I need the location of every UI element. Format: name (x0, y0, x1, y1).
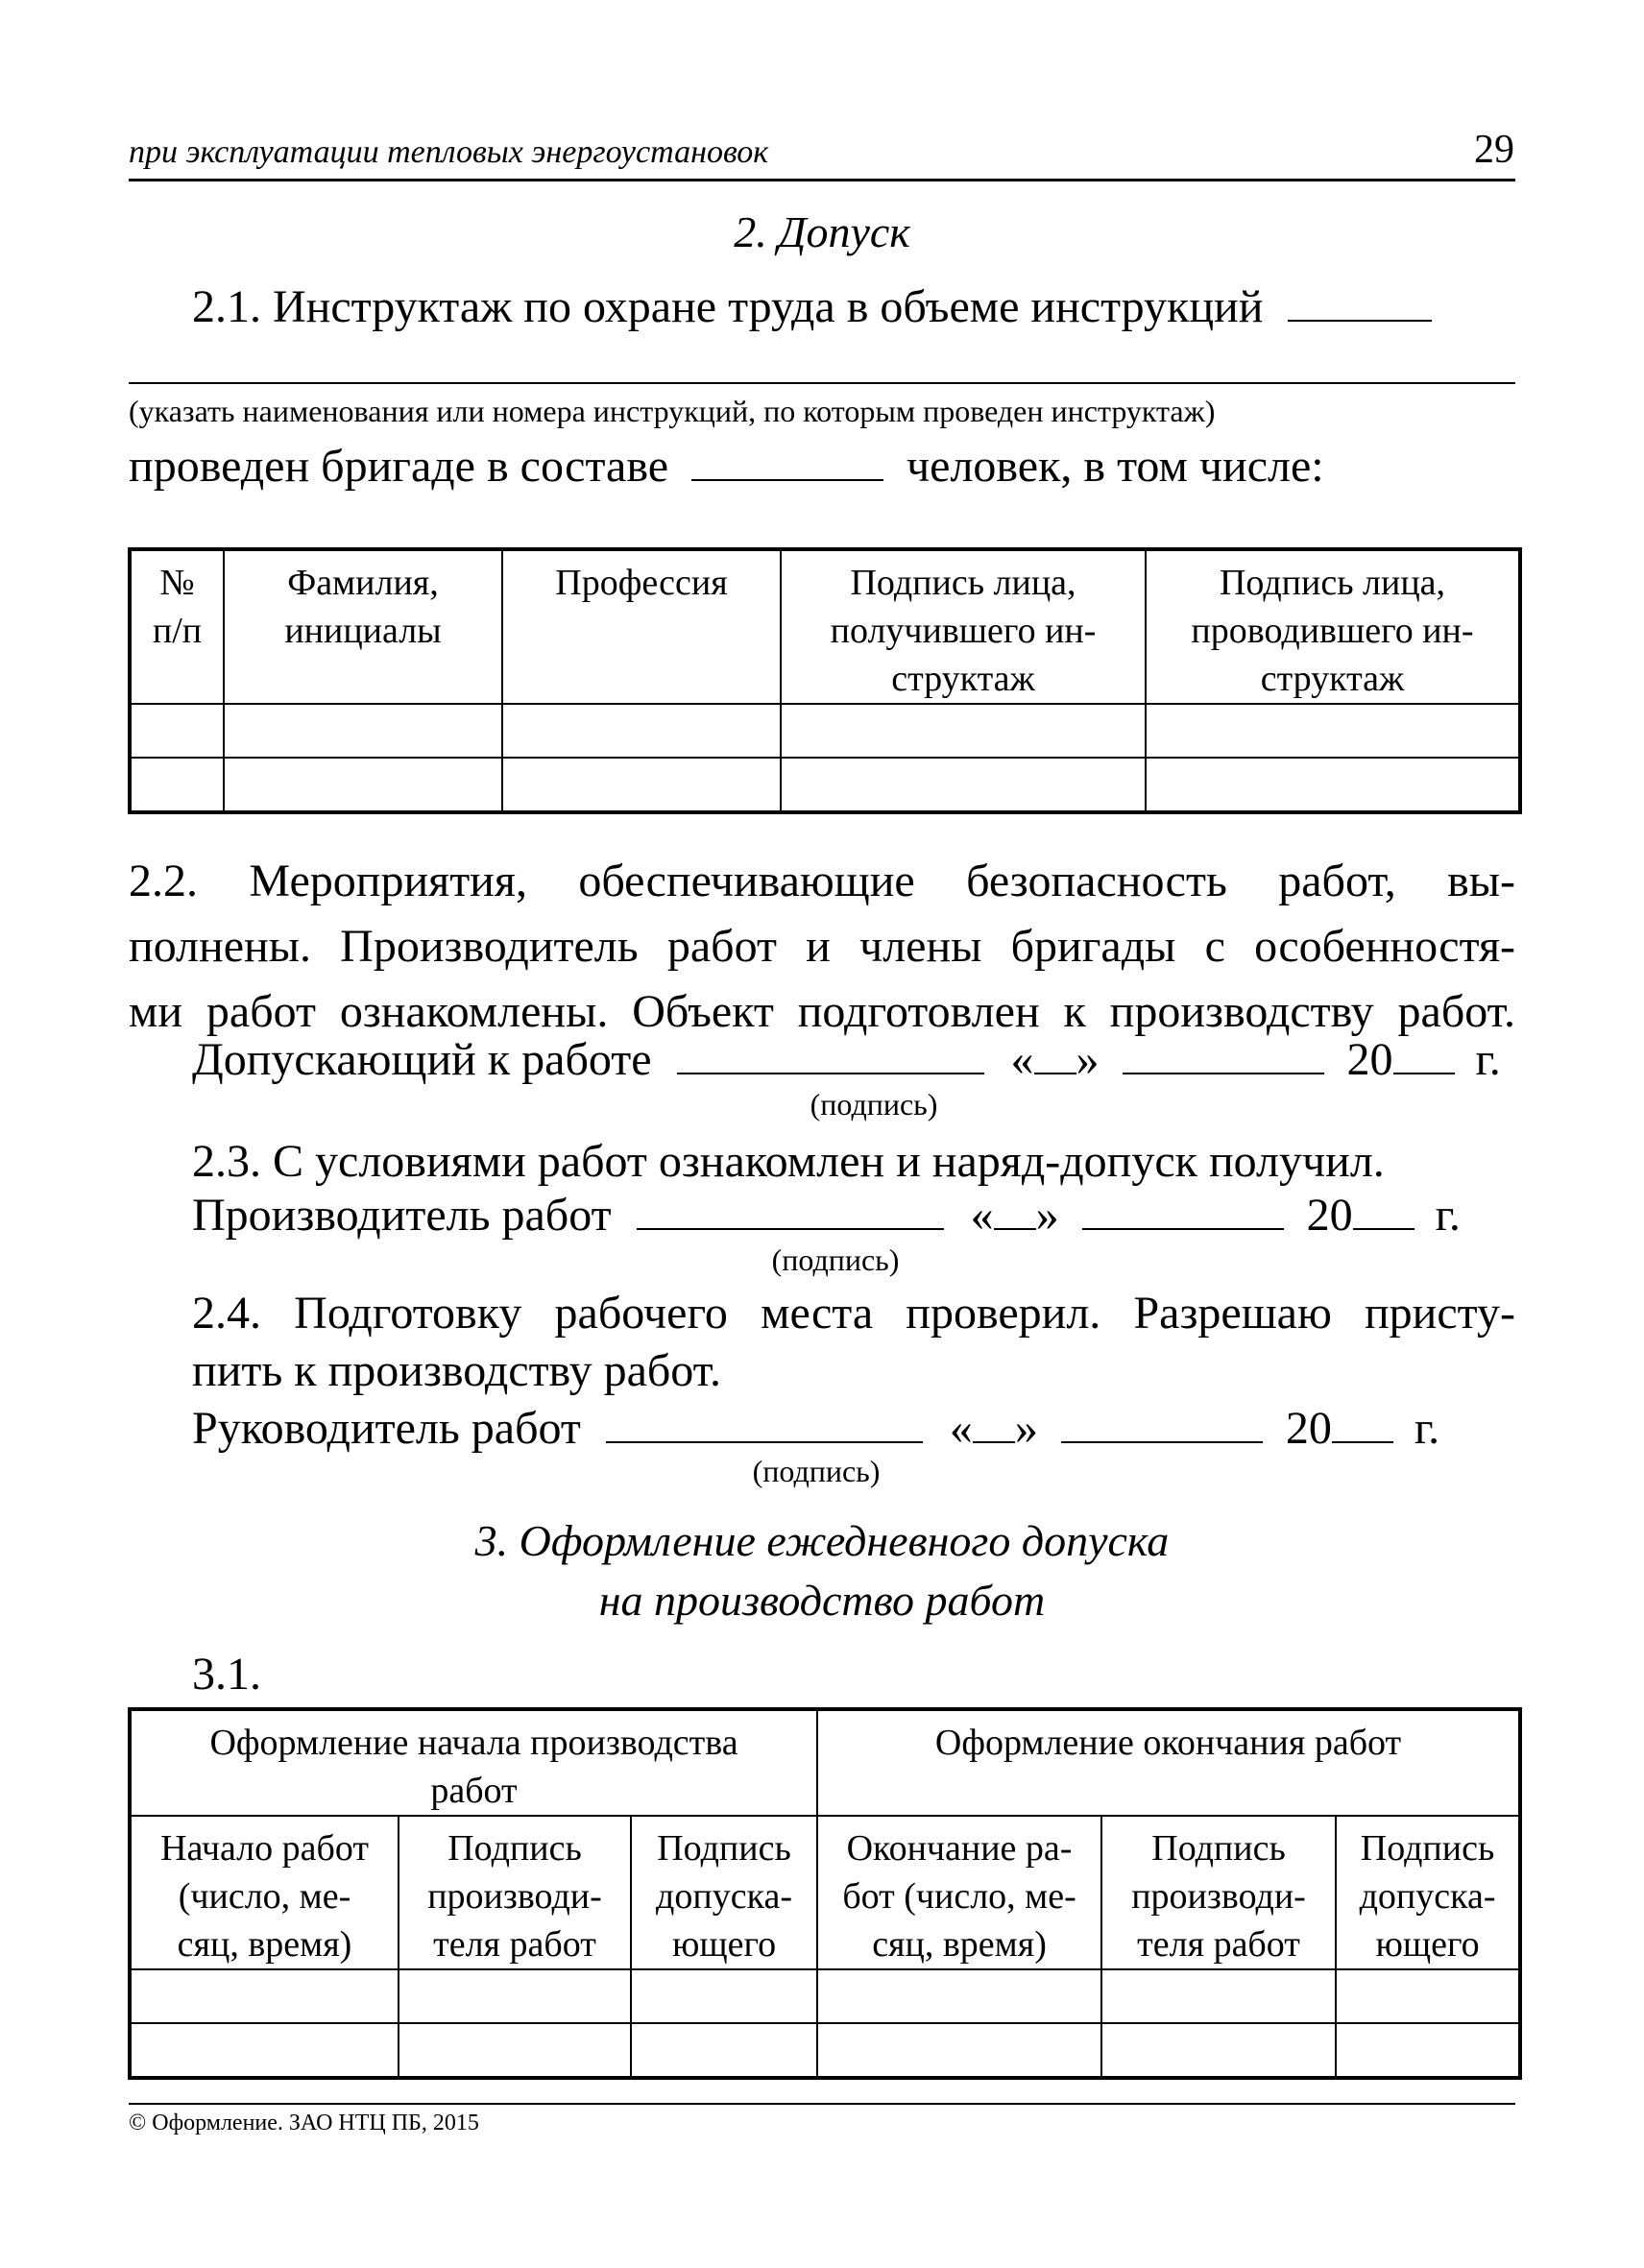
producer-label: Производитель работ (192, 1190, 612, 1241)
instructions-blank[interactable] (1288, 285, 1432, 322)
year-prefix: 20 (1346, 1034, 1393, 1085)
header-text: п/п (152, 611, 203, 651)
producer-signature-line (192, 1189, 1461, 1242)
admitter-label: Допускающий к работе (192, 1034, 652, 1085)
table-cell[interactable] (399, 2023, 631, 2078)
instructions-blank-line[interactable] (129, 382, 1515, 384)
header-cell-end-date (817, 1816, 1101, 1969)
table-cell[interactable] (224, 758, 502, 812)
paragraph-2-2-line-2: полнены. Производитель работ и члены бригады с особенностя- (129, 921, 1515, 972)
running-title: при эксплуатации тепловых энергоустановок (129, 134, 769, 170)
team-size-text-a: проведен бригаде в составе (129, 441, 669, 492)
team-size-text-b: человек, в том числе: (907, 441, 1324, 492)
header-text: Оформление окончания работ (934, 1723, 1402, 1763)
year-suffix: г. (1475, 1034, 1501, 1085)
header-text: инициалы (284, 611, 442, 651)
header-text: структаж (891, 659, 1035, 699)
briefing-table-header-row (130, 549, 1520, 704)
header-text: теля работ (433, 1924, 596, 1965)
briefing-table (128, 547, 1522, 814)
table-cell[interactable] (1336, 1969, 1520, 2023)
header-text: Фамилия, (287, 563, 439, 603)
paragraph-2-3: 2.3. С условиями работ ознакомлен и наряд-допуск получил. (192, 1136, 1385, 1187)
header-text: ющего (1375, 1924, 1480, 1965)
daily-admission-table (128, 1707, 1522, 2080)
table-cell[interactable] (781, 704, 1146, 758)
year-blank[interactable] (1332, 1407, 1393, 1443)
table-cell[interactable] (502, 758, 781, 812)
header-cell-instructor-signature (1146, 549, 1520, 704)
header-text: ющего (671, 1924, 777, 1965)
paragraph-2-1 (192, 280, 1432, 333)
header-rule (129, 179, 1515, 181)
table-row (130, 704, 1520, 758)
paragraph-2-2-line-3: ми работ ознакомлены. Объект подготовлен к производству работ. (129, 986, 1515, 1037)
header-text: теля работ (1137, 1924, 1300, 1965)
header-text: Начало работ (160, 1828, 369, 1869)
table-row (130, 2023, 1520, 2078)
paragraph-2-2-line-1: 2.2. Мероприятия, обеспечивающие безопасность работ, вы- (129, 856, 1515, 906)
header-text: производи- (1131, 1876, 1306, 1917)
header-text: проводившего ин- (1191, 611, 1474, 651)
admitter-signature-line (192, 1033, 1501, 1086)
header-cell-start-date (130, 1816, 399, 1969)
footer-copyright: © Оформление. ЗАО НТЦ ПБ, 2015 (129, 2111, 479, 2135)
header-text: работ (430, 1771, 518, 1811)
quote-open: « (1010, 1034, 1034, 1085)
day-blank[interactable] (1034, 1038, 1076, 1074)
year-blank[interactable] (1353, 1194, 1414, 1230)
table-cell[interactable] (130, 2023, 399, 2078)
table-cell[interactable] (130, 704, 224, 758)
table-cell[interactable] (502, 704, 781, 758)
header-text: допуска- (656, 1876, 792, 1917)
paragraph-2-4-line-1: 2.4. Подготовку рабочего места проверил. Разрешаю присту- (192, 1288, 1515, 1339)
group-header-end (817, 1709, 1520, 1816)
header-cell-name (224, 549, 502, 704)
table-cell[interactable] (631, 2023, 817, 2078)
table-cell[interactable] (399, 1969, 631, 2023)
year-suffix: г. (1435, 1190, 1461, 1241)
instructions-hint: (указать наименования или номера инструкций, по которым проведен инструктаж) (129, 394, 1216, 428)
header-cell-number (130, 549, 224, 704)
section-2-title: 2. Допуск (734, 207, 910, 256)
table-cell[interactable] (224, 704, 502, 758)
group-header-start (130, 1709, 817, 1816)
signature-caption: (подпись) (771, 1243, 900, 1277)
paragraph-2-1-text: 2.1. Инструктаж по охране труда в объеме инструкций (192, 281, 1264, 332)
table-cell[interactable] (781, 758, 1146, 812)
header-text: сяц, время) (177, 1924, 352, 1965)
table-cell[interactable] (130, 758, 224, 812)
header-text: Подпись (1151, 1828, 1286, 1869)
header-text: № (159, 563, 195, 603)
signature-caption: (подпись) (810, 1087, 938, 1122)
quote-open: « (949, 1403, 973, 1454)
header-cell-profession (502, 549, 781, 704)
header-cell-end-producer-signature (1101, 1816, 1336, 1969)
day-blank[interactable] (973, 1407, 1015, 1443)
table-row (130, 758, 1520, 812)
quote-close: » (1014, 1403, 1038, 1454)
table-cell[interactable] (817, 2023, 1101, 2078)
header-text: Подпись (447, 1828, 582, 1869)
supervisor-signature-blank[interactable] (606, 1407, 923, 1443)
header-text: Подпись (657, 1828, 791, 1869)
section-3-title-line-1: 3. Оформление ежедневного допуска (474, 1516, 1170, 1565)
quote-close: » (1035, 1190, 1059, 1241)
header-text: сяц, время) (872, 1924, 1047, 1965)
section-3-title-line-2: на производство работ (598, 1576, 1046, 1625)
header-text: Подпись лица, (1219, 563, 1446, 603)
month-blank[interactable] (1061, 1407, 1263, 1443)
daily-table-header-row (130, 1816, 1520, 1969)
table-cell[interactable] (1101, 1969, 1336, 2023)
header-text: бот (число, ме- (842, 1876, 1076, 1917)
table-cell[interactable] (1336, 2023, 1520, 2078)
header-cell-start-producer-signature (399, 1816, 631, 1969)
supervisor-signature-line (192, 1402, 1439, 1455)
producer-signature-blank[interactable] (637, 1194, 944, 1230)
table-cell[interactable] (1146, 704, 1520, 758)
year-prefix: 20 (1285, 1403, 1332, 1454)
header-text: получившего ин- (830, 611, 1097, 651)
month-blank[interactable] (1082, 1194, 1284, 1230)
header-text: Оформление начала производства (209, 1723, 738, 1763)
header-text: структаж (1260, 659, 1405, 699)
header-text: Окончание ра- (846, 1828, 1073, 1869)
table-row (130, 1969, 1520, 2023)
team-size-blank[interactable] (691, 445, 883, 481)
footer-rule (129, 2103, 1515, 2105)
header-cell-receiver-signature (781, 549, 1146, 704)
header-cell-end-admitter-signature (1336, 1816, 1520, 1969)
header-text: допуска- (1359, 1876, 1496, 1917)
table-cell[interactable] (1101, 2023, 1336, 2078)
header-text: (число, ме- (178, 1876, 351, 1917)
year-suffix: г. (1414, 1403, 1440, 1454)
day-blank[interactable] (994, 1194, 1036, 1230)
paragraph-3-1: 3.1. (192, 1649, 261, 1700)
table-cell[interactable] (130, 1969, 399, 2023)
signature-caption: (подпись) (752, 1454, 881, 1488)
header-cell-start-admitter-signature (631, 1816, 817, 1969)
header-text: Подпись лица, (850, 563, 1076, 603)
header-text: производи- (427, 1876, 602, 1917)
paragraph-2-4-line-2: пить к производству работ. (192, 1345, 722, 1396)
month-blank[interactable] (1123, 1038, 1324, 1074)
table-cell[interactable] (631, 1969, 817, 2023)
year-blank[interactable] (1393, 1038, 1455, 1074)
table-cell[interactable] (817, 1969, 1101, 2023)
daily-table-group-header-row (130, 1709, 1520, 1816)
supervisor-label: Руководитель работ (192, 1403, 581, 1454)
header-text: Профессия (555, 563, 728, 603)
page-number: 29 (1474, 128, 1514, 172)
admitter-signature-blank[interactable] (677, 1038, 984, 1074)
quote-open: « (970, 1190, 994, 1241)
year-prefix: 20 (1306, 1190, 1353, 1241)
quote-close: » (1076, 1034, 1100, 1085)
team-size-line (129, 440, 1324, 493)
table-cell[interactable] (1146, 758, 1520, 812)
header-text: Подпись (1360, 1828, 1495, 1869)
